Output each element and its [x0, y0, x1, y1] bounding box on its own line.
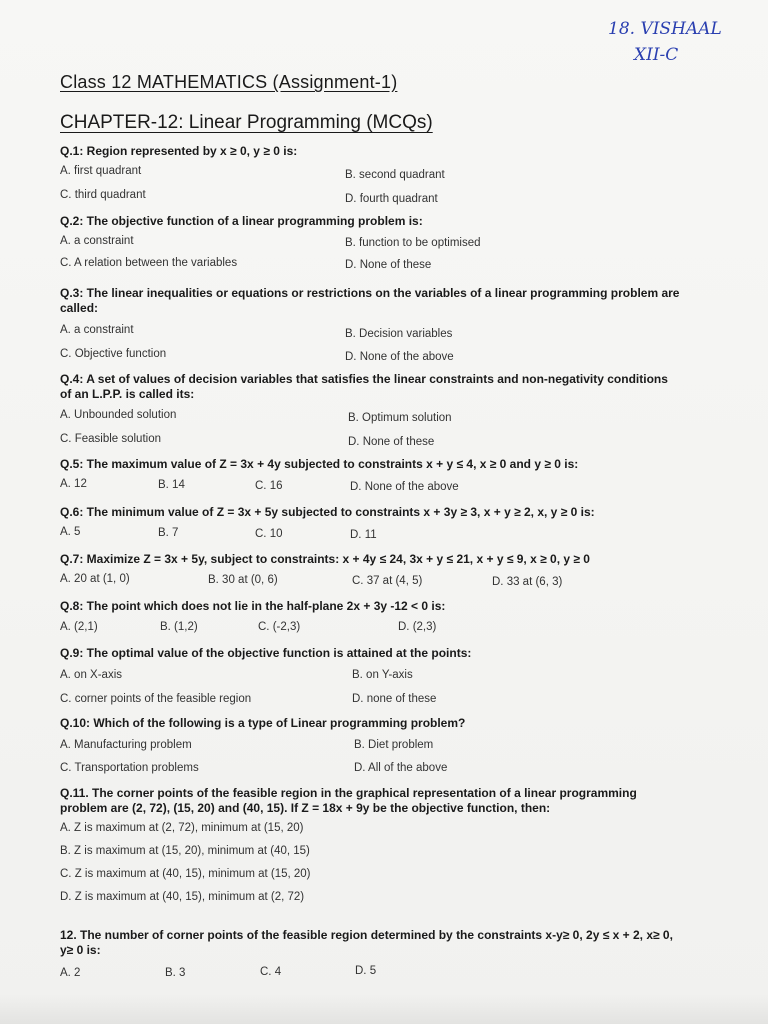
page-title: Class 12 MATHEMATICS (Assignment-1) — [60, 72, 398, 92]
option-d: D. none of these — [352, 693, 437, 705]
option-c: C. A relation between the variables — [60, 257, 238, 269]
question-text: Q.3: The linear inequalities or equations or restrictions on the variables of a linear programming problem are called: — [60, 286, 680, 315]
option-c: C. third quadrant — [60, 189, 146, 201]
question-text: 12. The number of corner points of the feasible region determined by the constraints x-y≥ 0, 2y ≤ x + 2, x≥ 0, y≥ 0 is: — [60, 928, 673, 957]
question-5 — [60, 457, 680, 493]
option-b: B. 3 — [165, 967, 186, 979]
chapter-heading: CHAPTER-12: Linear Programming (MCQs) — [60, 112, 433, 133]
option-b: B. (1,2) — [160, 621, 198, 633]
option-a: A. (2,1) — [60, 621, 98, 633]
option-d: D. Z is maximum at (40, 15), minimum at (2, 72) — [60, 891, 305, 903]
question-10 — [60, 716, 680, 774]
question-text: Q.11. The corner points of the feasible region in the graphical representation of a linear programming problem are (2, 72), (15, 20) and (40, 15). If Z = 18x + 9y be the objective function, then: — [60, 786, 637, 815]
option-d: D. None of the above — [350, 481, 459, 493]
option-c: C. 4 — [260, 966, 282, 978]
option-c: C. Objective function — [60, 348, 167, 360]
option-b: B. Z is maximum at (15, 20), minimum at (40, 15) — [60, 845, 310, 857]
option-d: D. None of these — [348, 436, 435, 448]
option-c: C. 16 — [255, 480, 283, 492]
question-4 — [60, 372, 680, 448]
question-3 — [60, 286, 680, 363]
option-b: B. 14 — [158, 479, 185, 491]
option-d: D. 5 — [355, 965, 377, 977]
option-a: A. a constraint — [60, 235, 134, 247]
option-a: A. 2 — [60, 967, 81, 979]
option-d: D. fourth quadrant — [345, 193, 438, 205]
question-11 — [60, 786, 680, 903]
option-d: D. 11 — [350, 529, 377, 541]
question-text: Q.1: Region represented by x ≥ 0, y ≥ 0 is: — [60, 144, 298, 158]
question-12 — [60, 928, 680, 979]
question-9 — [60, 646, 680, 705]
option-a: A. 5 — [60, 526, 81, 538]
option-d: D. None of the above — [345, 351, 454, 363]
option-a: A. Unbounded solution — [60, 409, 177, 421]
question-text: Q.5: The maximum value of Z = 3x + 4y subjected to constraints x + y ≤ 4, x ≥ 0 and y ≥ 0 is: — [60, 457, 579, 471]
handwritten-line-2: XII-C — [634, 45, 679, 65]
question-2 — [60, 214, 680, 271]
option-c: C. Z is maximum at (40, 15), minimum at (15, 20) — [60, 868, 311, 880]
question-text: Q.8: The point which does not lie in the half-plane 2x + 3y -12 < 0 is: — [60, 599, 446, 613]
option-b: B. Decision variables — [345, 328, 453, 340]
question-6 — [60, 505, 680, 541]
option-b: B. function to be optimised — [345, 237, 481, 249]
option-a: A. first quadrant — [60, 165, 142, 177]
question-text: Q.6: The minimum value of Z = 3x + 5y subjected to constraints x + 3y ≥ 3, x + y ≥ 2, x, y ≥ 0 is: — [60, 505, 595, 519]
question-text: Q.2: The objective function of a linear programming problem is: — [60, 214, 423, 228]
question-7 — [60, 552, 680, 588]
option-c: C. 37 at (4, 5) — [352, 575, 423, 587]
option-d: D. None of these — [345, 259, 432, 271]
option-a: A. a constraint — [60, 324, 134, 336]
question-text: Q.7: Maximize Z = 3x + 5y, subject to constraints: x + 4y ≤ 24, 3x + y ≤ 21, x + y ≤ 9, x ≥ 0, y ≥ 0 — [60, 552, 590, 566]
option-c: C. corner points of the feasible region — [60, 693, 252, 705]
option-b: B. 7 — [158, 527, 179, 539]
option-a: A. Z is maximum at (2, 72), minimum at (15, 20) — [60, 822, 304, 834]
option-c: C. Feasible solution — [60, 433, 161, 445]
option-c: C. Transportation problems — [60, 762, 199, 774]
question-text: Q.9: The optimal value of the objective function is attained at the points: — [60, 646, 472, 660]
option-b: B. 30 at (0, 6) — [208, 574, 278, 586]
option-b: B. Optimum solution — [348, 412, 452, 424]
option-c: C. (-2,3) — [258, 621, 301, 633]
page-edge-shadow — [0, 994, 768, 1024]
handwritten-name — [608, 16, 728, 68]
option-a: A. Manufacturing problem — [60, 739, 192, 751]
option-d: D. All of the above — [354, 762, 448, 774]
option-a: A. 20 at (1, 0) — [60, 573, 130, 585]
option-b: B. second quadrant — [345, 169, 445, 181]
question-text: Q.4: A set of values of decision variables that satisfies the linear constraints and non-negativity conditions of an L.P.P. is called its: — [60, 372, 668, 401]
option-d: D. (2,3) — [398, 621, 437, 633]
question-8 — [60, 599, 680, 633]
question-1 — [60, 144, 680, 205]
option-b: B. Diet problem — [354, 739, 434, 751]
option-d: D. 33 at (6, 3) — [492, 576, 563, 588]
question-text: Q.10: Which of the following is a type of Linear programming problem? — [60, 716, 466, 730]
option-b: B. on Y-axis — [352, 669, 413, 681]
option-c: C. 10 — [255, 528, 283, 540]
option-a: A. 12 — [60, 478, 87, 490]
handwritten-line-1: 18. VISHAAL — [608, 19, 722, 39]
option-a: A. on X-axis — [60, 669, 122, 681]
